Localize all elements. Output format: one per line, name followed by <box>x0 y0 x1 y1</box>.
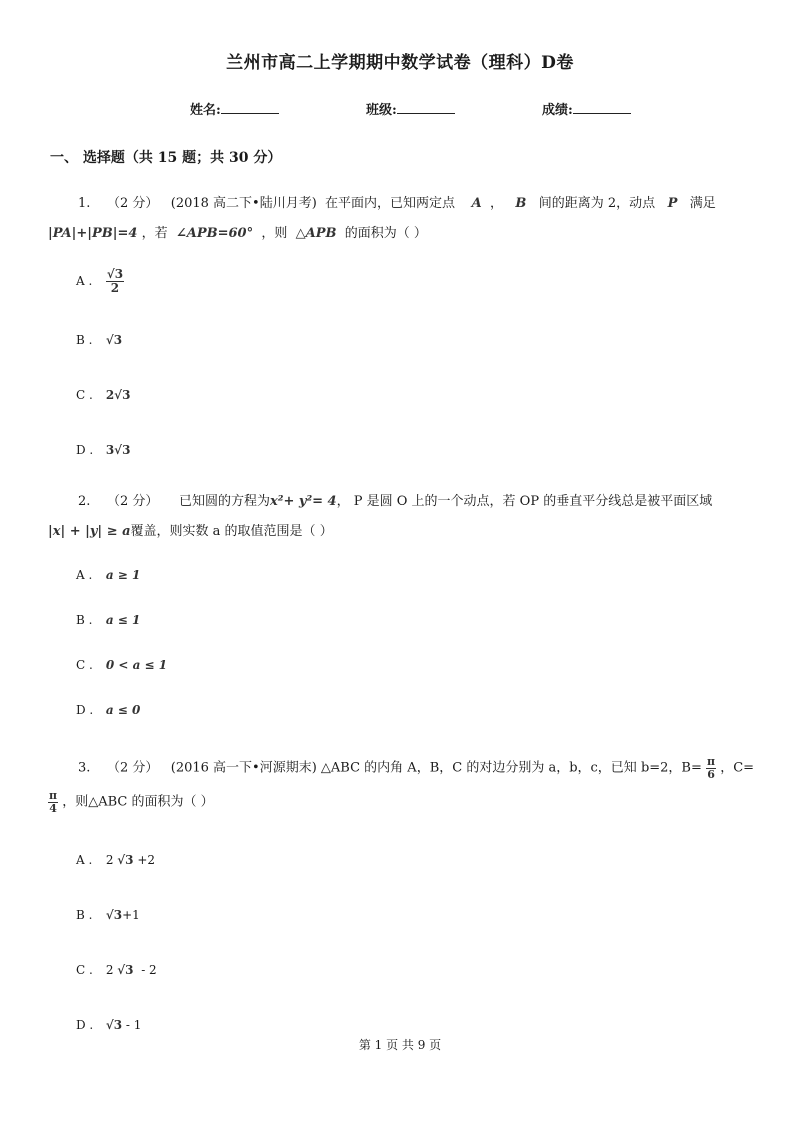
option-c[interactable] <box>76 658 167 672</box>
math-value: √3 <box>105 333 123 347</box>
option-a[interactable] <box>76 853 155 867</box>
question-2-line-2 <box>48 520 333 539</box>
option-label: D . <box>76 443 94 457</box>
name-blank <box>221 101 279 114</box>
fraction-numerator: √3 <box>106 267 124 281</box>
fraction-denominator: 6 <box>707 767 715 781</box>
option-a[interactable] <box>76 568 140 582</box>
option-label: D . <box>76 703 94 717</box>
math-term: +2 <box>137 853 156 867</box>
math-value: a ≥ 1 <box>105 568 141 582</box>
question-text: 在平面内，已知两定点 <box>325 196 456 211</box>
page-title: 兰州市高二上学期期中数学试卷（理科）D卷 <box>226 53 574 73</box>
math-radical: √3 <box>105 1018 123 1032</box>
math-fraction-b <box>706 756 716 780</box>
question-3-line-1 <box>78 756 754 780</box>
option-label: A . <box>76 273 93 288</box>
option-label: A . <box>76 853 93 867</box>
question-1-line-1 <box>78 192 716 211</box>
math-region: |x| + |y| ≥ a <box>48 524 131 539</box>
math-fraction <box>106 268 124 294</box>
question-text: 满足 <box>689 196 716 211</box>
option-label: A . <box>76 568 93 582</box>
option-d[interactable] <box>76 443 130 457</box>
math-term: - 2 <box>141 963 157 977</box>
math-value: a ≤ 1 <box>105 613 141 627</box>
math-value: 3√3 <box>105 443 131 457</box>
math-value: a ≤ 0 <box>105 703 141 717</box>
question-text: ， P 是圆 O 上的一个动点，若 OP 的垂直平分线总是被平面区域 <box>336 494 713 509</box>
fraction-denominator: 2 <box>110 280 120 295</box>
question-text: ，若 <box>141 226 168 241</box>
question-text: 的面积为（ ） <box>344 226 427 241</box>
option-label: B . <box>76 333 93 347</box>
page-footer: 第 1 页 共 9 页 <box>358 1038 442 1052</box>
question-number: 3. <box>78 760 91 776</box>
section-title: 一、 选择题（共 15 题；共 30 分） <box>50 150 282 166</box>
question-text: ，C= <box>720 760 755 776</box>
option-b[interactable] <box>76 333 122 347</box>
math-value: 2√3 <box>105 388 131 402</box>
math-var-b: B <box>515 196 527 211</box>
math-value: 0 < a ≤ 1 <box>105 658 168 672</box>
option-label: C . <box>76 388 93 402</box>
question-3-line-2 <box>48 790 214 814</box>
math-radical: √3 <box>117 963 134 977</box>
option-label: D . <box>76 1018 94 1032</box>
question-score: （2 分） <box>106 196 159 211</box>
math-term: +1 <box>122 908 140 922</box>
option-a[interactable] <box>76 268 124 294</box>
question-score: （2 分） <box>106 760 159 776</box>
math-condition-1: |PA|+|PB|=4 <box>48 226 138 241</box>
fraction-numerator: π <box>49 789 58 802</box>
option-label: C . <box>76 963 93 977</box>
math-equation: x²+ y²= 4 <box>270 494 337 509</box>
question-source: (2018 高二下•陆川月考) <box>170 196 317 211</box>
option-c[interactable] <box>76 963 157 977</box>
math-coefficient: 2 <box>105 853 114 867</box>
class-label: 班级: <box>366 103 397 118</box>
score-field <box>542 99 631 118</box>
question-number: 2. <box>78 494 91 509</box>
option-b[interactable] <box>76 908 140 922</box>
fraction-numerator: π <box>707 755 716 768</box>
math-condition-2: ∠APB=60° <box>175 226 254 241</box>
question-text: 间的距离为 2，动点 <box>538 196 656 211</box>
option-b[interactable] <box>76 613 140 627</box>
math-triangle: △APB <box>295 226 337 241</box>
option-label: C . <box>76 658 93 672</box>
question-1-line-2 <box>48 222 427 241</box>
math-fraction-c <box>48 790 58 814</box>
option-label: B . <box>76 908 93 922</box>
question-text: ， <box>489 196 503 211</box>
option-d[interactable] <box>76 1018 141 1032</box>
score-label: 成绩: <box>542 103 573 118</box>
math-var-p: P <box>667 196 678 211</box>
math-radical: √3 <box>117 853 134 867</box>
class-field <box>366 99 455 118</box>
name-field <box>190 99 279 118</box>
question-score: （2 分） <box>106 494 159 509</box>
score-blank <box>573 101 631 114</box>
question-text: ，则△ABC 的面积为（ ） <box>62 794 214 810</box>
math-coefficient: 2 <box>105 963 114 977</box>
math-var-a: A <box>471 196 482 211</box>
class-blank <box>397 101 455 114</box>
question-text: ，则 <box>261 226 288 241</box>
question-text: (2016 高一下•河源期末) △ABC 的内角 A，B，C 的对边分别为 a，b，c，已知 b=2，B= <box>170 760 702 776</box>
question-2-line-1 <box>78 490 712 509</box>
option-c[interactable] <box>76 388 130 402</box>
question-text: 已知圆的方程为 <box>179 494 271 509</box>
question-text: 覆盖，则实数 a 的取值范围是（ ） <box>130 524 333 539</box>
fraction-denominator: 4 <box>49 801 57 815</box>
math-radical: √3 <box>105 908 123 922</box>
question-number: 1. <box>78 196 91 211</box>
option-label: B . <box>76 613 93 627</box>
option-d[interactable] <box>76 703 140 717</box>
name-label: 姓名: <box>190 103 221 118</box>
math-term: - 1 <box>125 1018 142 1032</box>
